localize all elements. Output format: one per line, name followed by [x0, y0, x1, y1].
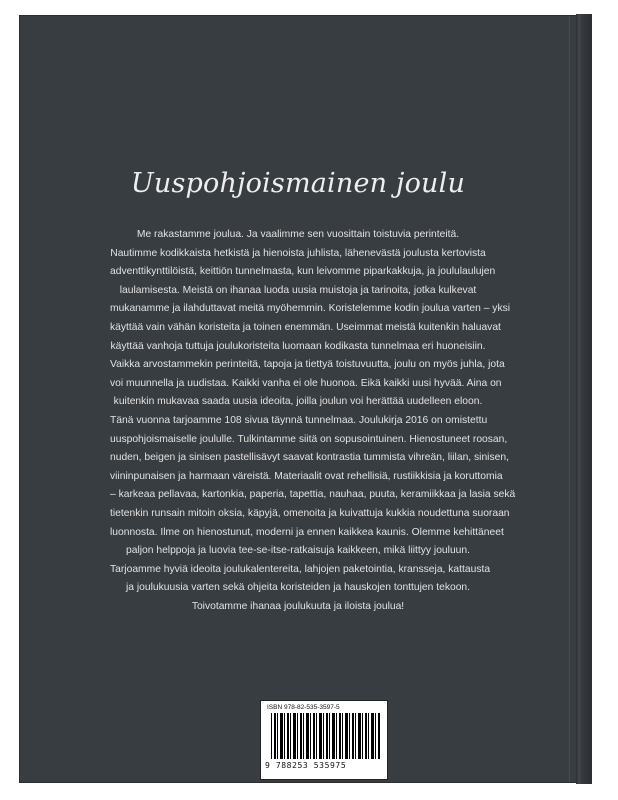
blurb-line: viininpunaisen ja harmaan väreistä. Materiaalit ovat rehellisiä, rustiikkisia ja koruttomia [110, 470, 503, 482]
barcode-number: 9 788253 535975 [265, 761, 347, 770]
isbn-text: ISBN 978-82-535-3597-5 [267, 704, 340, 711]
blurb-text [110, 226, 516, 616]
blurb-line: uuspohjoismaiselle joululle. Tulkintamme siitä on sopusointuinen. Hienostuneet roosan, [110, 433, 508, 445]
barcode-label [260, 700, 388, 780]
book-spine [576, 14, 592, 784]
cover-hinge [568, 16, 571, 782]
blurb-line: ja joulukuusia varten sekä ohjeita koristeiden ja hauskojen tonttujen tekoon. [125, 582, 471, 594]
blurb-line: – karkeaa pellavaa, kartonkia, paperia, tapettia, nauhaa, puuta, keramiikkaa ja lasia sekä [110, 489, 516, 501]
blurb-line: laulamisesta. Meistä on ihanaa luoda uusia muistoja ja tarinoita, jotka kulkevat [119, 284, 477, 296]
blurb-line: käyttää vanhoja tuttuja joulukoristeita luomaan kodikasta tunnelmaa eri huoneisiin. [110, 340, 486, 352]
blurb-line: tietenkin runsain mitoin oksia, käpyjä, omenoita ja kuivattuja kukkia noudettuna suoraan [110, 507, 510, 519]
blurb-line: mukanamme ja ilahduttavat meitä myöhemmin. Koristelemme kodin joulua varten – yksi [110, 303, 511, 315]
blurb-line: Tarjoamme hyviä ideoita joulukalentereita, lahjojen paketointia, kransseja, kattausta [110, 563, 491, 575]
blurb-line: Me rakastamme joulua. Ja vaalimme sen vuosittain toistuvia perinteitä. [136, 229, 460, 240]
barcode-bars [271, 713, 381, 759]
blurb-line: paljon helppoja ja luovia tee-se-itse-ratkaisuja kaikkeen, mikä liittyy jouluun. [126, 545, 470, 557]
blurb-line: adventtikynttilöistä, keittiön tunnelmasta, kun leivomme piparkakkuja, ja joululaulujen [110, 266, 496, 278]
blurb-line: Nautimme kodikkaista hetkistä ja hienoista juhlista, lähenevästä joulusta kertovista [110, 247, 486, 259]
blurb-line: käyttää vain vähän koristeita ja toinen enemmän. Useimmat meistä kuitenkin haluavat [110, 321, 501, 333]
blurb-line: voi muunnella ja uudistaa. Kaikki vanha ei ole huonoa. Eikä kaikki uusi hyvää. Aina on [110, 377, 502, 389]
blurb-line: nuden, beigen ja sinisen pastellisävyt saavat kontrastia tummista vihreän, liilan, sinisen, [110, 452, 509, 464]
blurb-line: kuitenkin mukavaa saada uusia ideoita, joilla joulun voi herättää uudelleen eloon. [113, 396, 483, 408]
blurb-line: Toivotamme ihanaa joulukuuta ja iloista joulua! [191, 600, 405, 612]
book-back-cover [20, 16, 576, 782]
blurb-line: Vaikka arvostammekin perinteitä, tapoja ja tiettyä toistuvuutta, joulu on myös juhla, jota [110, 359, 505, 371]
blurb-line: Tänä vuonna tarjoamme 108 sivua täynnä tunnelmaa. Joulukirja 2016 on omistettu [110, 414, 488, 426]
blurb-line: luonnosta. Ilme on hienostunut, moderni ja ennen kaikkea kaunis. Olemme kehittäneet [110, 526, 504, 538]
cover-title: Uuspohjoismainen joulu [130, 168, 466, 199]
